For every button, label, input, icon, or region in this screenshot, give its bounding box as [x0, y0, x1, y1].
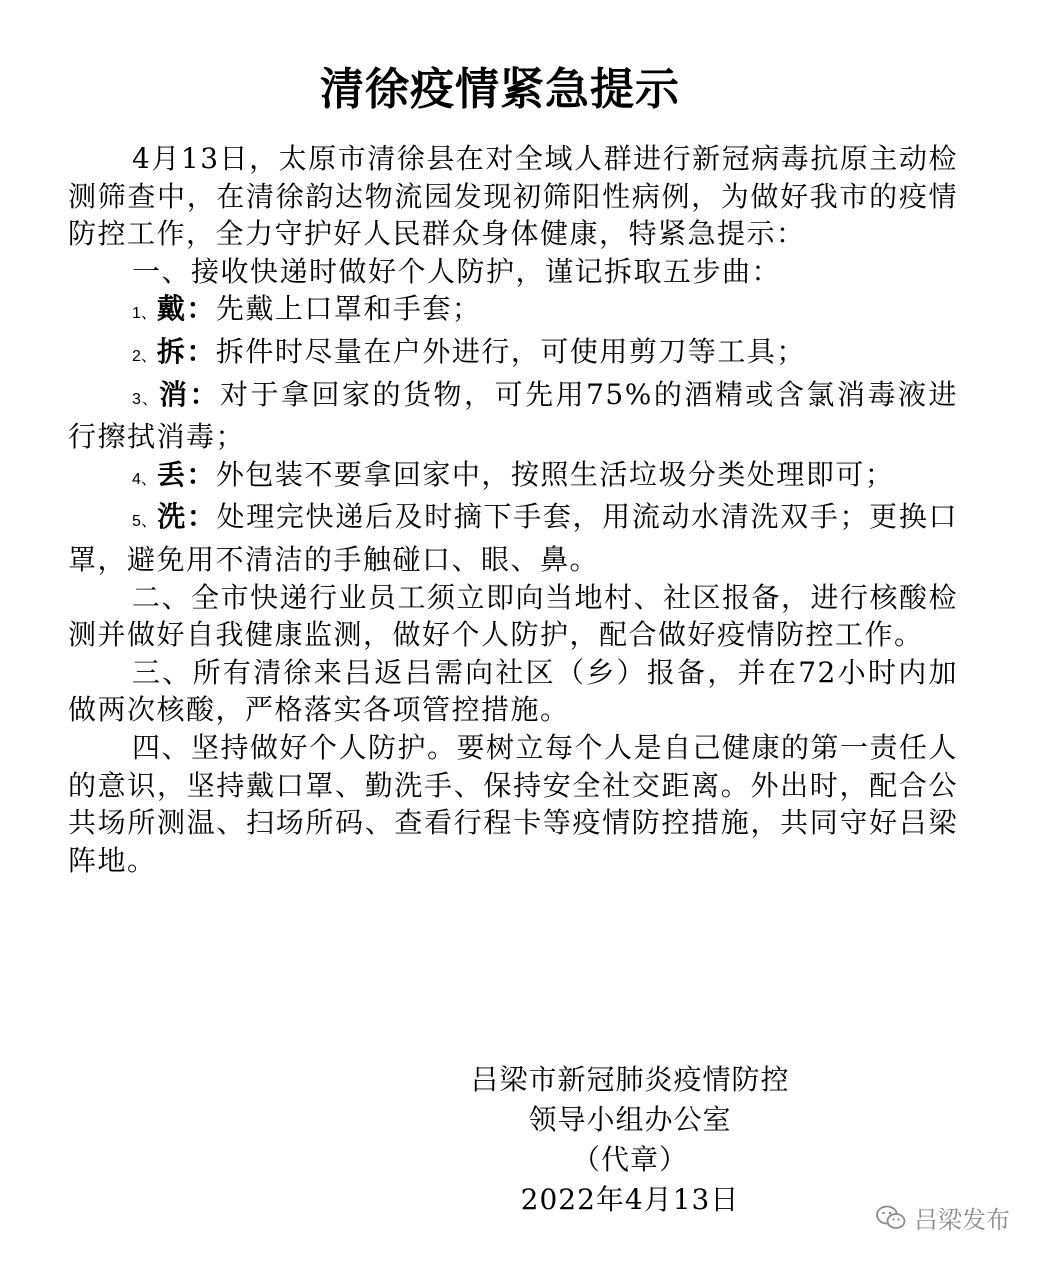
step-keyword: 戴： [156, 292, 216, 326]
watermark-label: 吕梁发布 [914, 1206, 1010, 1234]
step-text: 拆件时尽量在户外进行，可使用剪刀等工具； [215, 334, 806, 368]
source-watermark [876, 1200, 1010, 1235]
wechat-icon [876, 1205, 906, 1231]
signature-org-line-2: 领导小组办公室 [528, 1103, 732, 1136]
step-number: 3、 [132, 390, 159, 408]
section-1-heading: 一、接收快递时做好个人防护，谨记拆取五步曲： [132, 254, 782, 288]
section-2-paragraph: 二、全市快递行业员工须立即向当地村、社区报备，进行核酸检测并做好自我健康监测，做好个人防护，配合做好疫情防控工作。 [68, 580, 959, 652]
step-item [68, 498, 958, 578]
step-number: 5、 [132, 513, 158, 531]
signature-org-line-1: 吕梁市新冠肺炎疫情防控 [470, 1063, 790, 1096]
section-4-paragraph: 四、坚持做好个人防护。要树立每个人是自己健康的第一责任人的意识，坚持戴口罩、勤洗手、保持安全社交距离。外出时，配合公共场所测温、扫场所码、查看行程卡等疫情防控措施，共同守好吕梁阵地。 [68, 730, 959, 877]
step-keyword: 洗： [157, 500, 217, 534]
page-title: 清徐疫情紧急提示 [320, 64, 680, 115]
step-item [68, 290, 958, 333]
step-text: 先戴上口罩和手套； [215, 292, 482, 326]
step-text: 外包装不要拿回家中，按照生活垃圾分类处理即可； [215, 457, 895, 491]
step-text: 对于拿回家的货物，可先用75%的酒精或含氯消毒液进行擦拭消毒； [68, 377, 958, 454]
step-keyword: 拆： [156, 334, 216, 368]
step-item [68, 333, 958, 376]
notice-body [68, 140, 958, 879]
signature-block [420, 1060, 840, 1220]
section-3-paragraph: 三、所有清徐来吕返吕需向社区（乡）报备，并在72小时内加做两次核酸，严格落实各项管控措施。 [68, 655, 958, 727]
signature-date: 2022年4月13日 [520, 1183, 740, 1216]
step-text: 处理完快递后及时摘下手套，用流动水清洗双手；更换口罩，避免用不清洁的手触碰口、眼、鼻。 [68, 500, 958, 576]
signature-seal-note: （代章） [571, 1143, 688, 1176]
step-item [68, 376, 958, 456]
intro-paragraph: 4月13日，太原市清徐县在对全域人群进行新冠病毒抗原主动检测筛查中，在清徐韵达物流园发现初筛阳性病例，为做好我市的疫情防控工作，全力守护好人民群众身体健康，特紧急提示： [68, 142, 958, 251]
step-keyword: 消： [158, 377, 220, 411]
step-number: 4、 [132, 470, 157, 488]
step-keyword: 丢： [156, 457, 216, 491]
step-item [68, 456, 958, 499]
step-number: 1、 [132, 305, 157, 323]
step-number: 2、 [132, 347, 157, 365]
